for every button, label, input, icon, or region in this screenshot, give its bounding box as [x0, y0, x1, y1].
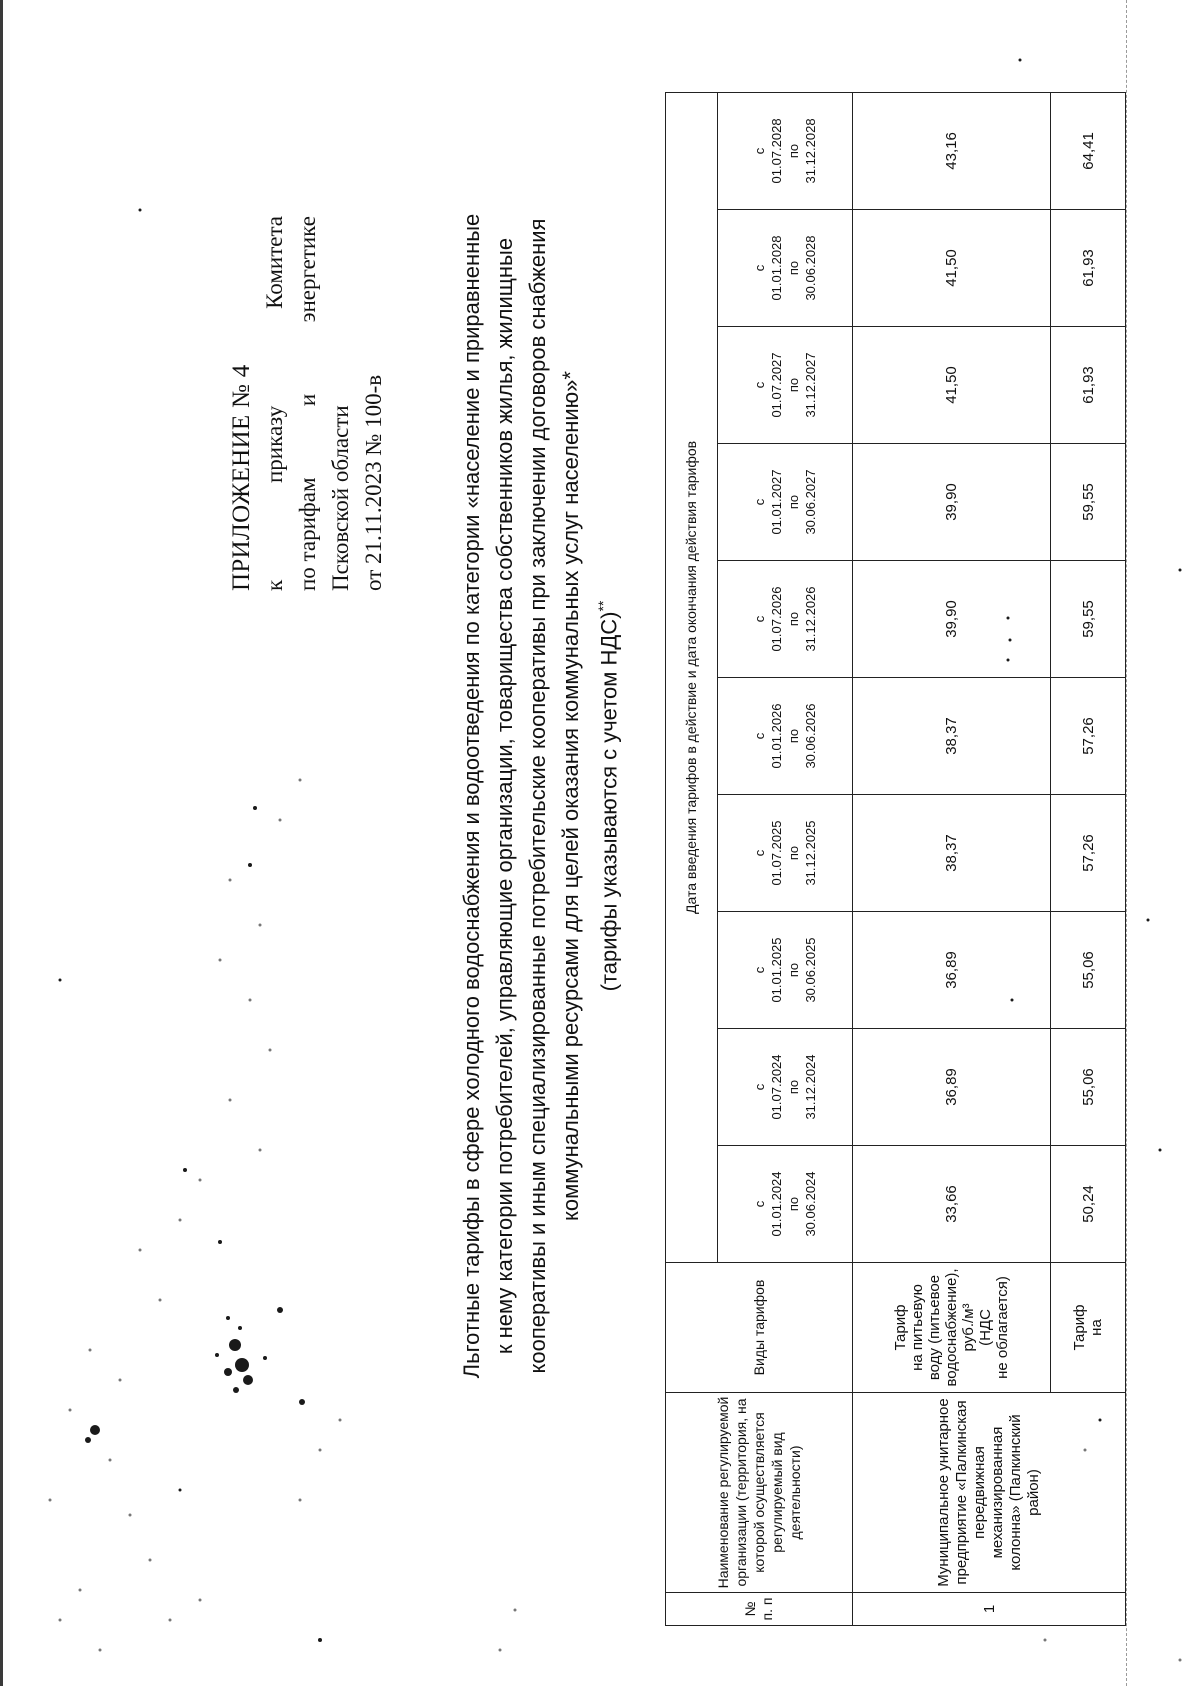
period-from: с: [752, 1083, 767, 1091]
period-start: 01.01.2024: [769, 1171, 784, 1237]
period-header: [718, 795, 853, 912]
document-title: [455, 146, 625, 1446]
period-to: по: [786, 962, 801, 978]
period-end: 31.12.2025: [803, 820, 818, 886]
tariff-kind-text: Тариф: [892, 1304, 909, 1351]
period-to: по: [786, 143, 801, 159]
appendix-line-1-right: Комитета: [262, 216, 287, 309]
period-from: с: [752, 381, 767, 389]
tariff-value: 41,50: [853, 327, 1051, 444]
period-start: 01.01.2026: [769, 703, 784, 769]
period-to: по: [786, 845, 801, 861]
appendix-title: ПРИЛОЖЕНИЕ № 4: [228, 364, 255, 591]
period-start: 01.07.2026: [769, 586, 784, 652]
appendix-date-number: от 21.11.2023 № 100-в: [361, 374, 386, 591]
header-num: № п. п: [666, 1593, 853, 1626]
tariff-value: 38,37: [853, 678, 1051, 795]
period-header: [718, 444, 853, 561]
period-to: по: [786, 611, 801, 627]
row-number: 1: [853, 1593, 1126, 1626]
period-end: 31.12.2027: [803, 352, 818, 418]
period-header: [718, 1029, 853, 1146]
period-header: [718, 561, 853, 678]
tariff-kind-drinking-water: [853, 1263, 1051, 1393]
appendix-line-3: Псковской области: [328, 405, 353, 591]
tariff-value: 41,50: [853, 210, 1051, 327]
header-organization: Наименование регулируемой организации (территория, на которой осуществляется регулируемый вид деятельности): [666, 1393, 853, 1593]
organization-name: Муниципальное унитарное предприятие «Палкинская передвижная механизированная колонна» (Палкинский район): [853, 1393, 1126, 1593]
period-start: 01.07.2025: [769, 820, 784, 886]
tariff-value: 57,26: [1051, 795, 1126, 912]
period-to: по: [786, 1079, 801, 1095]
tariff-value: 64,41: [1051, 92, 1126, 209]
appendix-line-1-left: к: [262, 579, 287, 591]
tariff-kind-text: руб./м³: [960, 1303, 977, 1352]
document-title-line-1: Льготные тарифы в сфере холодного водоснабжения и водоотведения по категории «население и приравненные: [459, 213, 484, 1379]
tariff-table: [665, 92, 1126, 1626]
period-end: 30.06.2028: [803, 235, 818, 301]
period-end: 30.06.2025: [803, 937, 818, 1003]
tariff-value: 55,06: [1051, 1029, 1126, 1146]
period-to: по: [786, 260, 801, 276]
tariff-kind-text: на: [1088, 1319, 1105, 1336]
tariff-value: 59,55: [1051, 444, 1126, 561]
document-title-line-5: [587, 146, 625, 1446]
appendix-line-1: [258, 216, 291, 591]
tariff-value: 59,55: [1051, 561, 1126, 678]
period-to: по: [786, 494, 801, 510]
tariff-value: 36,89: [853, 912, 1051, 1029]
period-header: [718, 912, 853, 1029]
period-end: 31.12.2024: [803, 1054, 818, 1120]
period-start: 01.01.2025: [769, 937, 784, 1003]
period-end: 30.06.2024: [803, 1171, 818, 1237]
tariff-kind-text: (НДС: [977, 1309, 994, 1346]
tariff-kind-text: не облагается): [994, 1276, 1011, 1379]
period-from: с: [752, 1200, 767, 1208]
period-from: с: [752, 615, 767, 623]
appendix-line-2-left: по тарифам: [295, 477, 320, 591]
tariff-kind-text: воду (питьевое: [926, 1274, 943, 1381]
period-header: [718, 327, 853, 444]
period-start: 01.01.2027: [769, 469, 784, 535]
table-header-row: [666, 92, 718, 1625]
period-end: 31.12.2028: [803, 118, 818, 184]
period-start: 01.01.2028: [769, 235, 784, 301]
tariff-value: 43,16: [853, 92, 1051, 209]
period-from: с: [752, 732, 767, 740]
period-start: 01.07.2028: [769, 118, 784, 184]
document-title-vat-note: (тарифы указываются с учетом НДС): [596, 611, 622, 992]
period-from: с: [752, 498, 767, 506]
period-to: по: [786, 377, 801, 393]
period-end: 31.12.2026: [803, 586, 818, 652]
tariff-value: 57,26: [1051, 678, 1126, 795]
tariff-value: 39,90: [853, 561, 1051, 678]
document-title-footnote-mark: **: [595, 600, 611, 612]
appendix-line-2: [291, 216, 324, 591]
period-from: с: [752, 147, 767, 155]
tariff-kind-text: Тариф: [1071, 1304, 1088, 1351]
tariff-kind-text: на питьевую: [909, 1284, 926, 1371]
appendix-line-1-mid: приказу: [262, 405, 287, 483]
appendix-line-2-mid: и: [295, 393, 320, 407]
header-dates: Дата введения тарифов в действие и дата окончания действия тарифов: [666, 92, 718, 1262]
period-to: по: [786, 1196, 801, 1212]
appendix-header: [225, 216, 390, 591]
period-from: с: [752, 849, 767, 857]
period-end: 30.06.2026: [803, 703, 818, 769]
tariff-value: 50,24: [1051, 1146, 1126, 1263]
tariff-kind-second: [1051, 1263, 1126, 1393]
period-header: [718, 678, 853, 795]
header-tariff-kind: Виды тарифов: [666, 1263, 853, 1393]
tariff-value: 39,90: [853, 444, 1051, 561]
period-header: [718, 1146, 853, 1263]
document-title-line-3: кооперативы и иным специализированные потребительские кооперативы при заключении договоров снабжения: [525, 218, 550, 1374]
tariff-kind-text: водоснабжение),: [943, 1268, 960, 1387]
document-title-line-4: коммунальными ресурсами для целей оказания коммунальных услуг населению»*: [558, 371, 583, 1221]
appendix-line-2-right: энергетике: [295, 216, 320, 323]
tariff-value: 36,89: [853, 1029, 1051, 1146]
tariff-value: 55,06: [1051, 912, 1126, 1029]
period-start: 01.07.2024: [769, 1054, 784, 1120]
document-title-line-2: к нему категории потребителей, управляющие организации, товарищества собственников жилья, жилищные: [492, 237, 517, 1355]
tariff-value: 38,37: [853, 795, 1051, 912]
period-start: 01.07.2027: [769, 352, 784, 418]
tariff-value: 33,66: [853, 1146, 1051, 1263]
tariff-value: 61,93: [1051, 327, 1126, 444]
period-to: по: [786, 728, 801, 744]
period-end: 30.06.2027: [803, 469, 818, 535]
period-from: с: [752, 966, 767, 974]
tariff-value: 61,93: [1051, 210, 1126, 327]
period-from: с: [752, 264, 767, 272]
period-header: [718, 92, 853, 209]
period-header: [718, 210, 853, 327]
table-row: [853, 92, 1051, 1625]
